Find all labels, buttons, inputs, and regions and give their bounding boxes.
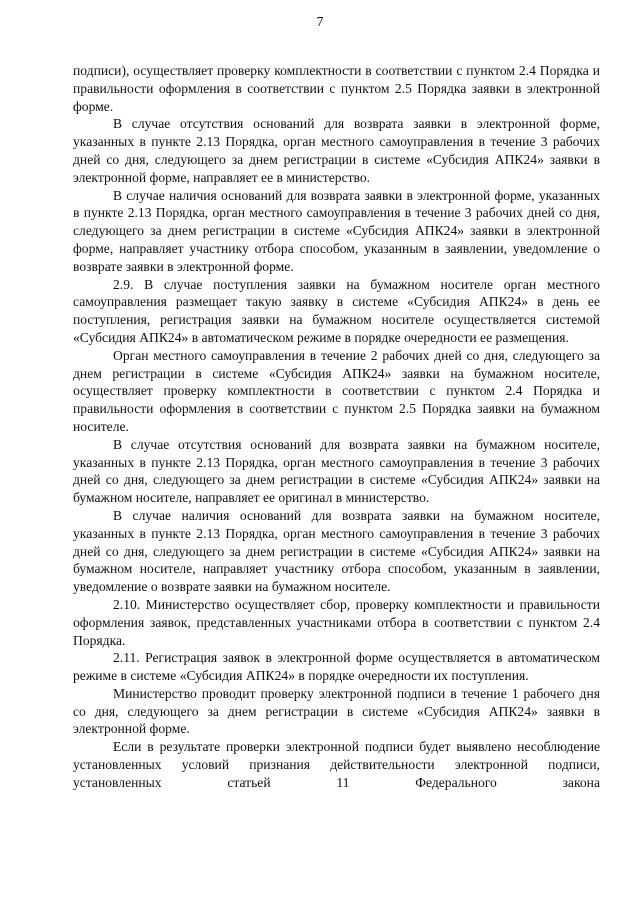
paragraph-2-11: 2.11. Регистрация заявок в электронной форме осуществляется в автоматическом режиме в системе «Субсидия АПК24» в порядке очередности их поступления.: [73, 650, 600, 684]
paragraph-2-9: 2.9. В случае поступления заявки на бумажном носителе орган местного самоуправления размещает такую заявку в системе «Субсидия АПК24» в день ее поступления, регистрация заявки на бумажном носителе осуществляется системой «Субсидия АПК24» в автоматическом режиме в порядке очередности ее размещения.: [73, 276, 600, 345]
paragraph-electronic-no-return: В случае отсутствия оснований для возврата заявки в электронной форме, указанных в пункте 2.13 Порядка, орган местного самоуправления в течение 3 рабочих дней со дня, следующего за днем регистрации в системе «Субсидия АПК24» заявки в электронной форме, направляет ее в министерство.: [73, 116, 600, 185]
paragraph-continuation: подписи), осуществляет проверку комплектности в соответствии с пунктом 2.4 Порядка и правильности оформления в соответствии с пунктом 2.5 Порядка заявки в электронной форме.: [73, 63, 600, 114]
paragraph-paper-check: Орган местного самоуправления в течение 2 рабочих дней со дня, следующего за днем регистрации в системе «Субсидия АПК24» заявки на бумажном носителе, осуществляет проверку комплектности в соответствии с пунктом 2.4 Порядка и правильности оформления в соответствии с пунктом 2.5 Порядка заявки на бумажном носителе.: [73, 347, 600, 434]
document-body: [73, 62, 600, 792]
paragraph-signature-check: Министерство проводит проверку электронной подписи в течение 1 рабочего дня со дня, следующего за днем регистрации в системе «Субсидия АПК24» заявки в электронной форме.: [73, 685, 600, 737]
paragraph-electronic-return: В случае наличия оснований для возврата заявки в электронной форме, указанных в пункте 2.13 Порядка, орган местного самоуправления в течение 3 рабочих дней со дня, следующего за днем регистрации в системе «Субсидия АПК24» заявки в электронной форме, направляет участнику отбора способом, указанным в заявлении, уведомление о возврате заявки в электронной форме.: [73, 187, 600, 274]
paragraph-paper-no-return: В случае отсутствия оснований для возврата заявки на бумажном носителе, указанных в пункте 2.13 Порядка, орган местного самоуправления в течение 3 рабочих дней со дня, следующего за днем регистрации в системе «Субсидия АПК24» заявки на бумажном носителе, направляет ее оригинал в министерство.: [73, 436, 600, 506]
paragraph-signature-violation: Если в результате проверки электронной подписи будет выявлено несоблюдение установленных условий признания действительности электронной подписи, установленных статьей 11 Федерального закона: [73, 739, 600, 790]
page-number: 7: [316, 15, 324, 30]
paragraph-paper-return: В случае наличия оснований для возврата заявки на бумажном носителе, указанных в пункте 2.13 Порядка, орган местного самоуправления в течение 3 рабочих дней со дня, следующего за днем регистрации в системе «Субсидия АПК24» заявки на бумажном носителе, направляет участнику отбора способом, указанным в заявлении, уведомление о возврате заявки на бумажном носителе.: [73, 507, 600, 595]
paragraph-2-10: 2.10. Министерство осуществляет сбор, проверку комплектности и правильности оформления заявок, представленных участниками отбора в соответствии с пунктом 2.4 Порядка.: [73, 596, 600, 648]
